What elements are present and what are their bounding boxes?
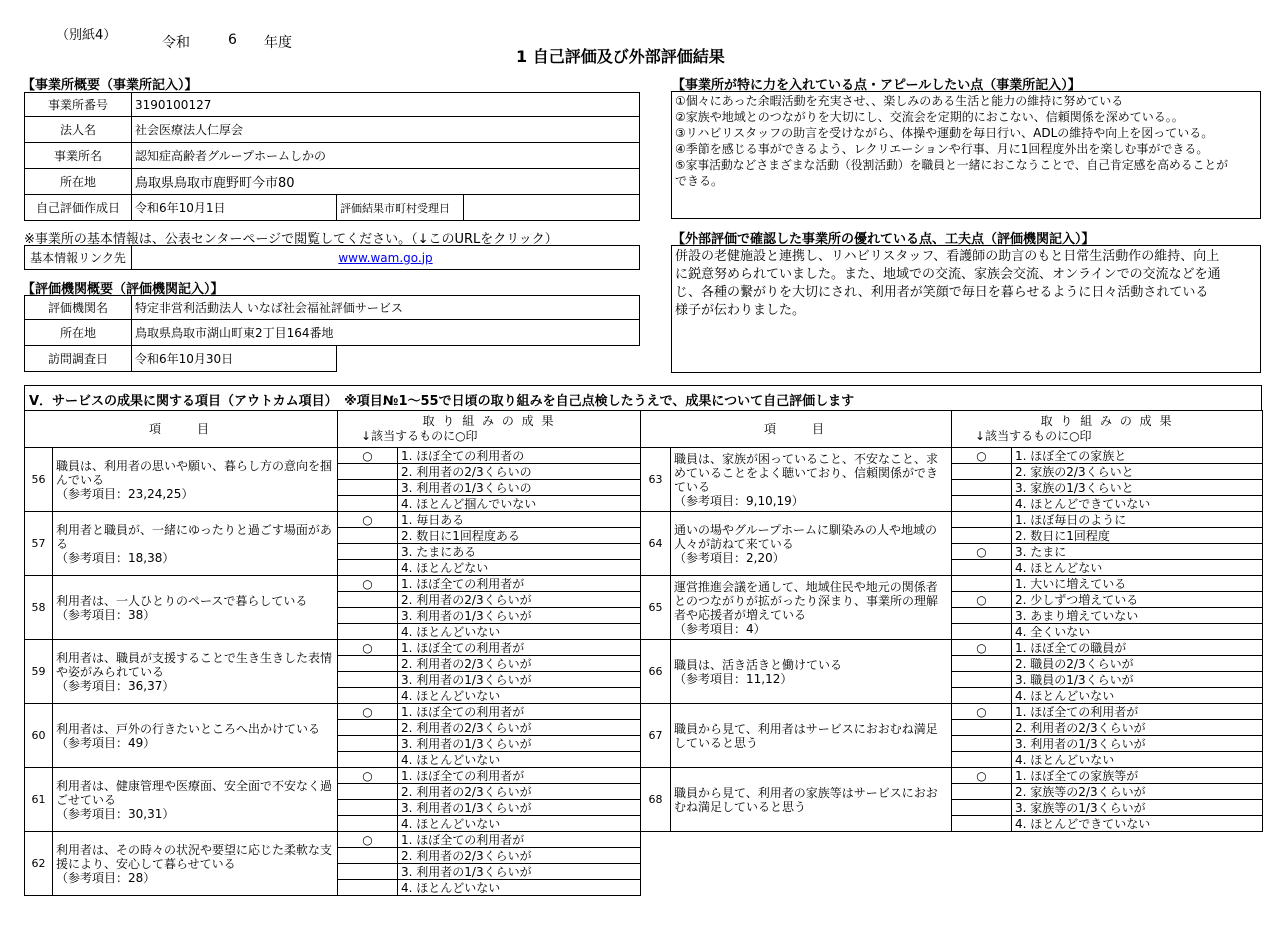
- item-number: 64: [641, 512, 671, 576]
- option-label: 3. 家族等の1/3くらいが: [1012, 800, 1263, 816]
- item-ref: （参考項目：49）: [56, 735, 156, 750]
- item-text: 利用者は、その時々の状況や要望に応じた柔軟な支援により、安心して暮らせている: [56, 842, 333, 871]
- option-label: 2. 少しずつ増えている: [1012, 592, 1263, 608]
- selection-mark[interactable]: [952, 512, 1012, 528]
- selection-mark[interactable]: [338, 592, 398, 608]
- item-ref: （参考項目：4）: [674, 621, 766, 636]
- option-label: 2. 数日に1回程度ある: [398, 528, 641, 544]
- option-label: 4. ほとんどいない: [398, 752, 641, 768]
- item-number: 56: [25, 448, 53, 512]
- info-note: ※事業所の基本情報は、公表センターページで閲覧してください。（↓このURLをクリック）: [24, 232, 558, 247]
- item-text: 職員から見て、利用者の家族等はサービスにおおむね満足していると思う: [674, 785, 938, 814]
- col-item-header: 項 目: [25, 411, 338, 448]
- outcome-row: [25, 512, 641, 528]
- item-text: 職員は、利用者の思いや願い、暮らし方の意向を掴んでいる: [56, 458, 333, 487]
- item-number: 63: [641, 448, 671, 512]
- col-item-header: 項 目: [641, 411, 952, 448]
- option-label: 4. ほとんどできていない: [1012, 816, 1263, 832]
- outcome-row: [25, 640, 641, 656]
- item-text-cell: [671, 576, 952, 640]
- option-label: 4. 全くいない: [1012, 624, 1263, 640]
- appeal-line: ③リハビリスタッフの助言を受けながら、体操や運動を毎日行い、ADLの維持や向上を図っている。: [675, 126, 1214, 140]
- item-text: 職員から見て、利用者はサービスにおおむね満足していると思う: [674, 721, 938, 750]
- item-number: 61: [25, 768, 53, 832]
- selection-mark[interactable]: [338, 464, 398, 480]
- item-text-cell: [671, 448, 952, 512]
- appeal-section-title: 【事業所が特に力を入れている点・アピールしたい点（事業所記入）】: [672, 78, 1081, 93]
- option-label: 2. 利用者の2/3くらいの: [398, 464, 641, 480]
- option-label: 3. 利用者の1/3くらいが: [398, 800, 641, 816]
- selection-mark[interactable]: ○: [952, 640, 1012, 656]
- option-label: 3. 利用者の1/3くらいが: [1012, 736, 1263, 752]
- selection-mark[interactable]: [338, 496, 398, 512]
- era-label: 令和: [162, 35, 190, 51]
- option-label: 3. 利用者の1/3くらいが: [398, 608, 641, 624]
- page-title: 1 自己評価及び外部評価結果: [516, 47, 725, 66]
- col-result-title: 取 り 組 み の 成 果: [1040, 414, 1174, 428]
- option-label: 1. ほぼ全ての職員が: [1012, 640, 1263, 656]
- selection-mark[interactable]: ○: [952, 768, 1012, 784]
- selection-mark[interactable]: [952, 560, 1012, 576]
- option-label: 1. ほぼ全ての利用者が: [1012, 704, 1263, 720]
- selection-mark[interactable]: [952, 528, 1012, 544]
- appeal-line: ①個々にあった余暇活動を充実させ、、楽しみのある生活と能力の維持に努めている: [675, 94, 1124, 108]
- selection-mark[interactable]: [338, 736, 398, 752]
- appeal-line: ②家族や地域とのつながりを大切にし、交流会を定期的におこない、信頼関係を深めている。。: [675, 110, 1184, 124]
- option-label: 4. ほとんどいない: [398, 880, 641, 896]
- selection-mark[interactable]: [338, 688, 398, 704]
- col-result-sub: ↓該当するものに○印: [361, 429, 478, 443]
- item-ref: （参考項目：30,31）: [56, 806, 175, 821]
- selection-mark[interactable]: [952, 480, 1012, 496]
- item-text: 職員は、活き活きと働けている: [674, 657, 843, 672]
- selection-mark[interactable]: ○: [952, 448, 1012, 464]
- agency-section-title: 【評価機関概要（評価機関記入）】: [22, 282, 224, 297]
- option-label: 3. 家族の1/3くらいと: [1012, 480, 1263, 496]
- agency-empty: [337, 346, 640, 372]
- selection-mark[interactable]: [338, 560, 398, 576]
- selection-mark[interactable]: [952, 624, 1012, 640]
- office-table: [24, 92, 640, 221]
- selection-mark[interactable]: [338, 752, 398, 768]
- agency-value: 鳥取県鳥取市湖山町東2丁目164番地: [132, 320, 640, 346]
- selection-mark[interactable]: [338, 544, 398, 560]
- option-label: 3. あまり増えていない: [1012, 608, 1263, 624]
- selection-mark[interactable]: [338, 816, 398, 832]
- selection-mark[interactable]: [952, 736, 1012, 752]
- office-section-title: 【事業所概要（事業所記入）】: [22, 78, 198, 93]
- item-text: 利用者と職員が、一緒にゆったりと過ごす場面がある: [56, 522, 332, 551]
- option-label: 2. 利用者の2/3くらいが: [398, 848, 641, 864]
- office-label: 事業所番号: [25, 93, 132, 117]
- outcome-row: [641, 448, 1263, 464]
- selection-mark[interactable]: ○: [338, 768, 398, 784]
- selection-mark[interactable]: [952, 688, 1012, 704]
- option-label: 4. ほとんどいない: [398, 624, 641, 640]
- received-value: [464, 195, 640, 221]
- item-text: 職員は、家族が困っていること、不安なこと、求めていることをよく聴いており、信頼関係ができている: [674, 451, 939, 494]
- item-text: 利用者は、一人ひとりのペースで暮らしている: [56, 593, 308, 608]
- office-value: 3190100127: [132, 93, 640, 117]
- item-number: 62: [25, 832, 53, 896]
- external-line: に鋭意努められていました。また、地域での交流、家族会交流、オンラインでの交流などを通: [675, 267, 1221, 282]
- item-text: 利用者は、職員が支援することで生き生きした表情や姿がみられている: [56, 650, 333, 679]
- option-label: 1. ほぼ全ての利用者の: [398, 448, 641, 464]
- selection-mark[interactable]: [338, 608, 398, 624]
- item-text-cell: [53, 832, 338, 896]
- outcome-row: [641, 512, 1263, 528]
- option-label: 3. 利用者の1/3くらいが: [398, 672, 641, 688]
- wam-link[interactable]: www.wam.go.jp: [338, 250, 433, 265]
- link-table: [24, 245, 640, 270]
- col-result-title: 取 り 組 み の 成 果: [422, 414, 556, 428]
- external-line: じ、各種の繋がりを大切にされ、利用者が笑顔で毎日を暮らせるように日々活動されている: [675, 285, 1209, 300]
- option-label: 1. ほぼ全ての利用者が: [398, 832, 641, 848]
- selection-mark[interactable]: [952, 672, 1012, 688]
- option-label: 2. 数日に1回程度: [1012, 528, 1263, 544]
- option-label: 3. 職員の1/3くらいが: [1012, 672, 1263, 688]
- outcome-row: [25, 704, 641, 720]
- selection-mark[interactable]: ○: [338, 640, 398, 656]
- link-label: 基本情報リンク先: [25, 246, 132, 270]
- created-label: 自己評価作成日: [25, 195, 132, 221]
- option-label: 2. 家族等の2/3くらいが: [1012, 784, 1263, 800]
- item-number: 66: [641, 640, 671, 704]
- option-label: 2. 利用者の2/3くらいが: [398, 784, 641, 800]
- agency-value: 令和6年10月30日: [132, 346, 337, 372]
- item-ref: （参考項目：38）: [56, 607, 156, 622]
- item-number: 68: [641, 768, 671, 832]
- attachment-label: （別紙4）: [56, 28, 117, 43]
- agency-label: 所在地: [25, 320, 132, 346]
- external-section-title: 【外部評価で確認した事業所の優れている点、工夫点（評価機関記入）】: [672, 232, 1095, 247]
- item-ref: （参考項目：36,37）: [56, 678, 175, 693]
- item-text-cell: [671, 704, 952, 768]
- item-text-cell: [671, 768, 952, 832]
- selection-mark[interactable]: [952, 496, 1012, 512]
- option-label: 3. 利用者の1/3くらいが: [398, 736, 641, 752]
- item-number: 60: [25, 704, 53, 768]
- item-number: 65: [641, 576, 671, 640]
- agency-value: 特定非営利活動法人 いなば社会福祉評価サービス: [132, 296, 640, 320]
- outcome-row: [25, 448, 641, 464]
- external-line: 併設の老健施設と連携し、リハビリスタッフ、看護師の助言のもと日常生活動作の維持、向上: [675, 249, 1220, 264]
- office-value: 認知症高齢者グループホームしかの: [132, 143, 640, 169]
- option-label: 3. たまに: [1012, 544, 1263, 560]
- outcome-title: Ⅴ．サービスの成果に関する項目（アウトカム項目） ※項目№1～55で日頃の取り組みを自己点検したうえで、成果について自己評価します: [29, 394, 855, 409]
- year-unit-label: 年度: [264, 35, 292, 51]
- selection-mark[interactable]: [952, 464, 1012, 480]
- selection-mark[interactable]: [338, 864, 398, 880]
- option-label: 1. ほぼ全ての家族等が: [1012, 768, 1263, 784]
- selection-mark[interactable]: [952, 576, 1012, 592]
- selection-mark[interactable]: [952, 656, 1012, 672]
- selection-mark[interactable]: ○: [952, 544, 1012, 560]
- option-label: 4. ほとんどいない: [398, 816, 641, 832]
- appeal-line: ④季節を感じる事ができるよう、レクリエーションや行事、月に1回程度外出を楽しむ事ができる。: [675, 142, 1209, 156]
- option-label: 4. ほとんどない: [398, 560, 641, 576]
- outcome-row: [25, 576, 641, 592]
- received-label: 評価結果市町村受理日: [337, 195, 464, 221]
- selection-mark[interactable]: [952, 608, 1012, 624]
- item-number: 67: [641, 704, 671, 768]
- outcome-row: [641, 704, 1263, 720]
- item-ref: （参考項目：2,20）: [674, 550, 785, 565]
- option-label: 4. ほとんどいない: [1012, 688, 1263, 704]
- col-result-header: [338, 411, 641, 448]
- option-label: 1. ほぼ毎日のように: [1012, 512, 1263, 528]
- item-text-cell: [671, 512, 952, 576]
- selection-mark[interactable]: [338, 880, 398, 896]
- appeal-line: できる。: [675, 174, 724, 188]
- item-text: 利用者は、戸外の行きたいところへ出かけている: [56, 721, 321, 736]
- selection-mark[interactable]: ○: [338, 512, 398, 528]
- office-label: 事業所名: [25, 143, 132, 169]
- selection-mark[interactable]: [338, 528, 398, 544]
- item-ref: （参考項目：11,12）: [674, 671, 793, 686]
- agency-table: [24, 295, 640, 372]
- appeal-box: [671, 91, 1261, 219]
- option-label: 1. ほぼ全ての家族と: [1012, 448, 1263, 464]
- selection-mark[interactable]: [338, 624, 398, 640]
- selection-mark[interactable]: [338, 784, 398, 800]
- outcome-title-box: [24, 385, 1262, 411]
- selection-mark[interactable]: [952, 720, 1012, 736]
- selection-mark[interactable]: ○: [338, 576, 398, 592]
- option-label: 1. ほぼ全ての利用者が: [398, 640, 641, 656]
- outcome-row: [641, 576, 1263, 592]
- item-ref: （参考項目：18,38）: [56, 550, 175, 565]
- col-result-header: [952, 411, 1263, 448]
- item-text-cell: [53, 512, 338, 576]
- agency-label: 訪問調査日: [25, 346, 132, 372]
- item-ref: （参考項目：9,10,19）: [674, 493, 804, 508]
- item-ref: （参考項目：23,24,25）: [56, 486, 194, 501]
- option-label: 2. 利用者の2/3くらいが: [398, 656, 641, 672]
- option-label: 4. ほとんど掴んでいない: [398, 496, 641, 512]
- year-value: 6: [228, 32, 237, 48]
- selection-mark[interactable]: [952, 752, 1012, 768]
- selection-mark[interactable]: ○: [338, 704, 398, 720]
- option-label: 3. 利用者の1/3くらいが: [398, 864, 641, 880]
- selection-mark[interactable]: [338, 720, 398, 736]
- item-text: 利用者は、健康管理や医療面、安全面で不安なく過ごせている: [56, 778, 333, 807]
- selection-mark[interactable]: [338, 672, 398, 688]
- outcome-row: [641, 768, 1263, 784]
- option-label: 3. 利用者の1/3くらいの: [398, 480, 641, 496]
- selection-mark[interactable]: [952, 800, 1012, 816]
- option-label: 1. ほぼ全ての利用者が: [398, 576, 641, 592]
- office-label: 所在地: [25, 169, 132, 195]
- selection-mark[interactable]: ○: [338, 832, 398, 848]
- item-number: 58: [25, 576, 53, 640]
- item-text: 運営推進会議を通して、地域住民や地元の関係者とのつながりが拡がったり深まり、事業所の理解者や応援者が増えている: [674, 579, 939, 622]
- option-label: 2. 家族の2/3くらいと: [1012, 464, 1263, 480]
- selection-mark[interactable]: [952, 784, 1012, 800]
- office-value: 鳥取県鳥取市鹿野町今市80: [132, 169, 640, 195]
- option-label: 1. 大いに増えている: [1012, 576, 1263, 592]
- option-label: 1. 毎日ある: [398, 512, 641, 528]
- option-label: 2. 職員の2/3くらいが: [1012, 656, 1263, 672]
- option-label: 4. ほとんどできていない: [1012, 496, 1263, 512]
- selection-mark[interactable]: [338, 480, 398, 496]
- item-ref: （参考項目：28）: [56, 870, 156, 885]
- agency-label: 評価機関名: [25, 296, 132, 320]
- option-label: 4. ほとんどいない: [1012, 752, 1263, 768]
- office-value: 社会医療法人仁厚会: [132, 117, 640, 143]
- option-label: 3. たまにある: [398, 544, 641, 560]
- selection-mark[interactable]: ○: [952, 592, 1012, 608]
- outcome-row: [25, 832, 641, 848]
- outcome-row: [25, 768, 641, 784]
- external-line: 様子が伝わりました。: [675, 303, 806, 318]
- item-text-cell: [53, 768, 338, 832]
- outcome-table-left: [24, 410, 641, 896]
- option-label: 2. 利用者の2/3くらいが: [1012, 720, 1263, 736]
- item-text-cell: [53, 704, 338, 768]
- selection-mark[interactable]: [952, 816, 1012, 832]
- item-number: 59: [25, 640, 53, 704]
- outcome-row: [641, 640, 1263, 656]
- option-label: 1. ほぼ全ての利用者が: [398, 704, 641, 720]
- item-text-cell: [671, 640, 952, 704]
- external-box: [671, 245, 1261, 373]
- item-text-cell: [53, 640, 338, 704]
- item-text: 通いの場やグループホームに馴染みの人や地域の人々が訪ねて来ている: [674, 522, 938, 551]
- selection-mark[interactable]: [338, 656, 398, 672]
- selection-mark[interactable]: [338, 848, 398, 864]
- created-value: 令和6年10月1日: [132, 195, 337, 221]
- selection-mark[interactable]: [338, 800, 398, 816]
- option-label: 2. 利用者の2/3くらいが: [398, 592, 641, 608]
- option-label: 1. ほぼ全ての利用者が: [398, 768, 641, 784]
- office-label: 法人名: [25, 117, 132, 143]
- option-label: 2. 利用者の2/3くらいが: [398, 720, 641, 736]
- item-text-cell: [53, 576, 338, 640]
- option-label: 4. ほとんどいない: [398, 688, 641, 704]
- appeal-line: ⑤家事活動などさまざまな活動（役割活動）を職員と一緒におこなうことで、自己肯定感を高めることが: [675, 158, 1228, 172]
- selection-mark[interactable]: ○: [338, 448, 398, 464]
- link-cell: [132, 246, 640, 270]
- item-text-cell: [53, 448, 338, 512]
- outcome-table-right: [640, 410, 1263, 832]
- selection-mark[interactable]: ○: [952, 704, 1012, 720]
- option-label: 4. ほとんどない: [1012, 560, 1263, 576]
- col-result-sub: ↓該当するものに○印: [975, 429, 1092, 443]
- item-number: 57: [25, 512, 53, 576]
